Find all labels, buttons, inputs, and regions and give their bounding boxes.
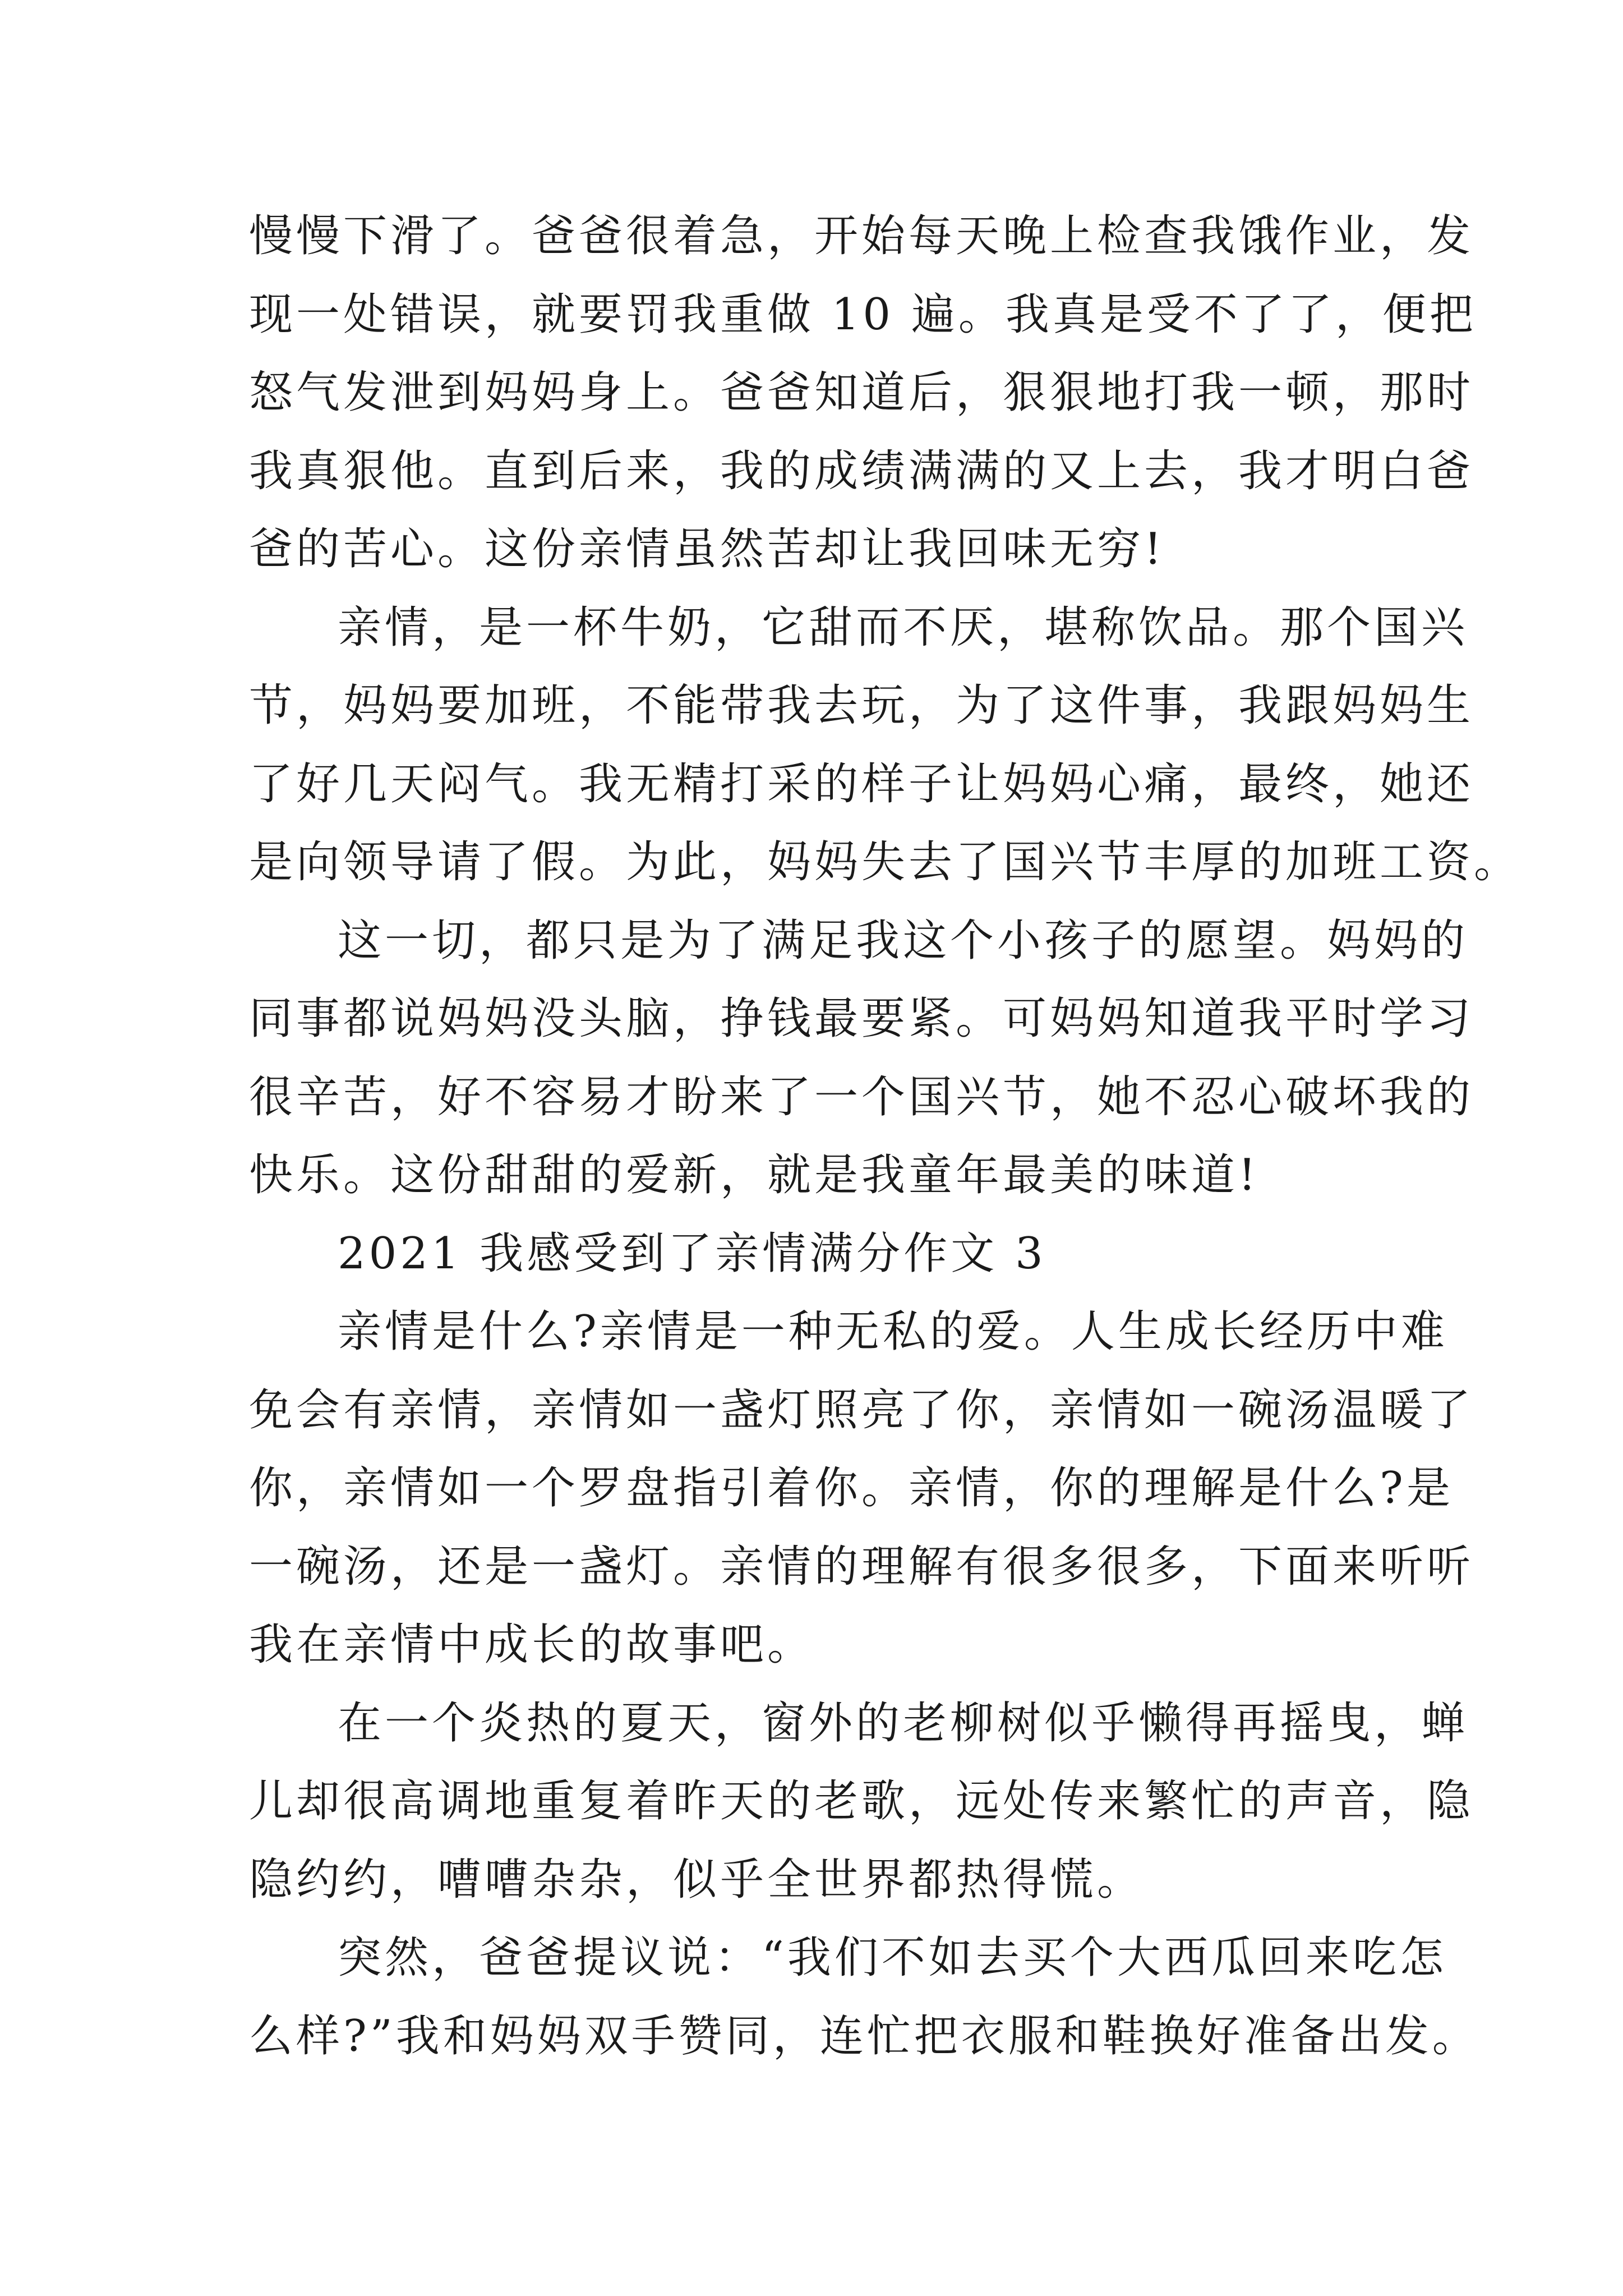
heading-line: 2021 我感受到了亲情满分作文 3: [338, 1228, 1046, 1279]
text-line: 怒气发泄到妈妈身上。爸爸知道后，狠狠地打我一顿，那时: [249, 367, 1474, 418]
text-line: 一碗汤，还是一盏灯。亲情的理解有很多很多，下面来听听: [249, 1541, 1474, 1592]
text-line: 亲情，是一杯牛奶，它甜而不厌，堪称饮品。那个国兴: [338, 602, 1469, 653]
text-line: 爸的苦心。这份亲情虽然苦却让我回味无穷!: [249, 524, 1165, 574]
paragraph: [249, 1685, 1474, 1920]
text-line: 我在亲情中成长的故事吧。: [249, 1619, 815, 1670]
text-line: 节，妈妈要加班，不能带我去玩，为了这件事，我跟妈妈生: [249, 680, 1474, 731]
text-line: 是向领导请了假。为此，妈妈失去了国兴节丰厚的加班工资。: [249, 837, 1521, 887]
paragraph: [249, 1919, 1479, 2076]
text-line: 免会有亲情，亲情如一盏灯照亮了你，亲情如一碗汤温暖了: [249, 1384, 1474, 1435]
text-line: 慢慢下滑了。爸爸很着急，开始每天晚上检查我饿作业，发: [249, 211, 1474, 261]
text-line: 我真狠他。直到后来，我的成绩满满的又上去，我才明白爸: [249, 445, 1474, 496]
text-line: 同事都说妈妈没头脑，挣钱最要紧。可妈妈知道我平时学习: [249, 993, 1474, 1044]
body-text: [249, 197, 1521, 2076]
paragraph: [249, 1293, 1474, 1685]
text-line: 快乐。这份甜甜的爱新，就是我童年最美的味道!: [249, 1150, 1260, 1200]
text-line: 隐约约，嘈嘈杂杂，似乎全世界都热得慌。: [249, 1854, 1145, 1905]
text-line: 突然，爸爸提议说：“我们不如去买个大西瓜回来吃怎: [338, 1932, 1447, 1983]
text-line: 在一个炎热的夏天，窗外的老柳树似乎懒得再摇曳，蝉: [338, 1697, 1469, 1749]
paragraph: [249, 589, 1521, 902]
text-line: 你，亲情如一个罗盘指引着你。亲情，你的理解是什么?是: [249, 1463, 1454, 1513]
text-line: 现一处错误，就要罚我重做 10 遍。我真是受不了了，便把: [249, 289, 1477, 340]
text-line: 很辛苦，好不容易才盼来了一个国兴节，她不忍心破坏我的: [249, 1071, 1474, 1122]
paragraph: [249, 902, 1474, 1215]
text-line: 亲情是什么?亲情是一种无私的爱。人生成长经历中难: [338, 1306, 1448, 1357]
text-line: 了好几天闷气。我无精打采的样子让妈妈心痛，最终，她还: [249, 758, 1474, 809]
text-line: 儿却很高调地重复着昨天的老歌，远处传来繁忙的声音，隐: [249, 1776, 1474, 1826]
section-heading: [249, 1215, 1427, 1294]
text-line: 么样?”我和妈妈双手赞同，连忙把衣服和鞋换好准备出发。: [249, 2010, 1479, 2062]
text-line: 这一切，都只是为了满足我这个小孩子的愿望。妈妈的: [338, 915, 1469, 966]
paragraph: [249, 197, 1477, 589]
